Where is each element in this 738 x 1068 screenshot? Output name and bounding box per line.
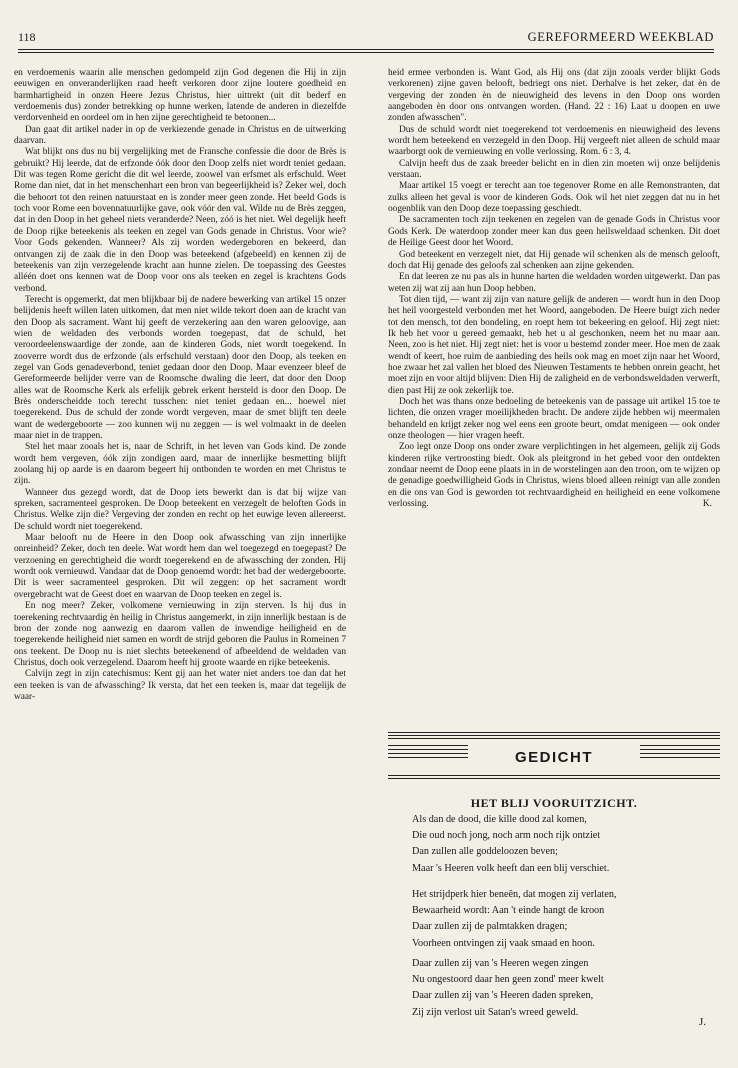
poem-line: Bewaarheid wordt: Aan 't einde hangt de kroon	[412, 905, 605, 917]
article-signature: K.	[702, 499, 712, 510]
journal-title: GEREFORMEERD WEEKBLAD	[527, 30, 714, 44]
poem-line: Voorheen ontvingen zij vaak smaad en hoon.	[412, 937, 595, 949]
paragraph: heid ermee verbonden is. Want God, als Hij ons (dat zijn zooals verder blijkt Gods verkorenen) zijne gaven belooft, bedriegt ons niet. Derhalve is het zeker, dat èn de vergeving der zonden èn de nieuwigheid des levens in den Doop ons worden aangeboden èn door ons ontvangen worden. (Hand. 22 : 16) Laat u doopen en uwe zonden afwasschen".	[388, 68, 720, 124]
right-column	[388, 68, 720, 511]
poem-line: Daar zullen zij van 's Heeren wegen zingen	[412, 958, 589, 969]
left-column	[14, 68, 346, 703]
paragraph: Tot dien tijd, — want zij zijn van nature gelijk de anderen — wordt hun in den Doop het heil voorgesteld verbonden met het Woord, aangeboden. De Heere buigt zich neder tot den mensch, tot den bondeling, en roept hem tot bekeering en geloof. Hij zegt niet: Ik heb het voor u gereed gemaakt, heb het u al geschonken, neem het nu maar aan. Neen, zoo is het niet. Hij zegt niet: het is voor u bestemd zonder meer. Hoe men de zaak wendt of keert, hoe ruim de aanbieding des heils ook mag en moet zijn naar het Woord, hoe zwaar het zal vallen het bloed des Nieuwen Testaments te hebben onrein geacht, het moet zijn en voor altijd blijven: Dien Hij de zaligheid en de verbondsweldaden verwerft, dien past Hij ze ook zekerlijk toe.	[388, 294, 720, 396]
poem-line: Als dan de dood, die kille dood zal komen,	[412, 814, 587, 825]
poem-stanza	[412, 887, 722, 952]
paragraph: Maar belooft nu de Heere in den Doop ook afwassching van zijn innerlijke onreinheid? Zeker, doch ten deele. Wat wordt hem dan wel toegezegd en toegepast? De verzoening en gerechtigheid die wordt toegerekend en de afwassching der zonden. Hij wordt ook vernieuwd. Vandaar dat de Doop genoemd wordt: het bad der wedergeboorte. Dit is weer sacramenteel gesproken. Dit wil zeggen: op het sacrament wordt overgebracht wat de Geest doet en waarvan de Doop teeken en zegel is.	[14, 533, 346, 600]
poem-line: Daar zullen zij de palmtakken dragen;	[412, 921, 568, 933]
paragraph: Doch het was thans onze bedoeling de beteekenis van de passage uit artikel 15 toe te lichten, die onzen vrager moeilijkheden bracht. De andere zijde hebben wij meermalen behandeld en krijgt zeker nog wel eens een groote beurt, omdat menigeen — ook onder onze theologen — hier vragen heeft.	[388, 396, 720, 441]
poem-title: HET BLIJ VOORUITZICHT.	[470, 796, 638, 810]
header-rule-bottom	[18, 52, 714, 53]
paragraph: Dan gaat dit artikel nader in op de verkiezende genade in Christus en de uitwerking daarvan.	[14, 124, 346, 147]
paragraph: Wat blijkt ons dus nu bij vergelijking met de Fransche confessie die door de Brès is gebruikt? Hij leerde, dat de erfzonde óók door den Doop zelfs niet wordt teniet gedaan. Dit was tegen Rome gericht die dit wel leerde, zoowel van erfsmet als erfschuld. Weet Rome dan niet, dat in het menschenhart een bron van begeerlijkheid is? Zeker wel, doch die behoort tot den reinen natuurstaat en is zonder meer geen zonde. Het beeld Gods is toch voor Rome een bovennatuurlijke gave, ook vóór den val. Wilde nu de Brès zeggen, dat in den Doop in het geheel niets veranderde? Neen, zóó is het niet. Wel degelijk heeft de Doop rijke beteekenis als teeken en zegel van Gods genade in Christus. Voor wie? Voor Gods gekenden. Wanneer? Als zij worden wedergeboren en bekeerd, dan ontvangen zij de zaak die in den Doop was beteekend (afgebeeld) en kennen zij de beteekenis van zijn verzegelende kracht aan hunne zielen. De toepassing des Geestes alléén doet ons kennen wat de Doop voor ons als teeken en zegel is krachtens Gods verbond.	[14, 147, 346, 294]
paragraph: Wanneer dus gezegd wordt, dat de Doop iets bewerkt dan is dat bij wijze van spreken, sacramenteel gesproken. De Doop beteekent en verzegelt de beloften Gods in Christus. Welke zijn die? Vergeving der zonden en recht op het euwige leven allereerst. De schuld wordt niet toegerekend.	[14, 487, 346, 532]
poem-line: Het strijdperk hier beneên, dat mogen zij verlaten,	[412, 889, 617, 900]
paragraph: Maar artikel 15 voegt er terecht aan toe tegenover Rome en alle Remonstranten, dat zulks alleen het geval is voor de kinderen Gods. Ook wil het niet zeggen dat nu in het oogenblik van den Doop deze toepassing geschiedt.	[388, 181, 720, 215]
section-divider-bottom	[388, 775, 720, 781]
section-label: GEDICHT	[515, 749, 593, 766]
paragraph: Terecht is opgemerkt, dat men blijkbaar bij de nadere bewerking van artikel 15 onzer belijdenis heeft willen laten uitkomen, dat men niet wilde tekort doen aan de kracht van den Doop als sacrament. Want hij geeft de verzekering aan den waren geloovige, aan wien de weldaden des verbonds worden toegepast, dat de schuld, het veroordeelenswaardige der zonde, aan de kinderen Gods, niet wordt toegekend. In zooverre wordt dus de erfzonde (als erfschuld verstaan) door den Doop, als teeken en zegel van Gods genadeverbond, teniet gedaan door den Doop. Maar evenzeer bleef de Gereformeerde belijder verre van de Roomsche dwaling die leert, dat door den Doop alles wat de Roomsche Kerk als erfelijk gebrek erkent hersteld is door den Doop. De Brès onderscheidde toch terecht tusschen: niet teniet gedaan en... hoewel niet toegerekend. Dus de schuld der zonde wordt vergeven, maar de smet blijft ten deele want de wedergeboorte — zoo kunnen wij nu zeggen — is wel volmaakt in de deelen maar niet in de trappen.	[14, 294, 346, 441]
paragraph: Calvijn zegt in zijn catechismus: Kent gij aan het water niet anders toe dan dat het een teeken is van de afwassching? Ik versta, dat het een teeken is, maar dat tegelijk de waar-	[14, 669, 346, 702]
poem-line: Daar zullen zij van 's Heeren daden spreken,	[412, 990, 594, 1002]
poem-line: Zij zijn verlost uit Satan's wreed geweld.	[412, 1006, 579, 1018]
paragraph: En nog meer? Zeker, volkomene vernieuwing in zijn sterven. Is hij dus in toerekening rechtvaardig èn heilig in Christus aangemerkt, in zijn innerlijk bestaan is de bron der zonde nog aanwezig en daarom vallen de inwendige heiligheid en de toegerekende heiligheid niet samen en wordt de strijd geboren die Paulus in Romeinen 7 ons teekent. De Doop nu is niet slechts beteekenend of afbeeldend de weldaden van Christus, doch ook verzegelend. Daarom heeft hij groote waarde en rijke beteekenis.	[14, 601, 346, 668]
paragraph: Stel het maar zooals het is, naar de Schrift, in het leven van Gods kind. De zonde wordt hem vergeven, óók zijn zondigen aard, maar de innerlijke besmetting blijft zoolang hij op aarde is en daarom begeert hij ontbonden te worden en met Christus te zijn.	[14, 442, 346, 487]
page-number: 118	[18, 30, 36, 44]
section-divider-right	[640, 745, 720, 761]
poem-stanza	[412, 956, 722, 1021]
paragraph: De sacramenten toch zijn teekenen en zegelen van de genade Gods in Christus voor Gods Kerk. De waterdoop zonder meer kan dus geen heilsweldaad schenken. Dit doet de Heilige Geest door het Woord.	[388, 215, 720, 249]
poem-stanza	[412, 812, 722, 877]
poem-signature: J.	[698, 1016, 706, 1028]
paragraph: en verdoemenis waarin alle menschen gedompeld zijn God degenen die Hij in zijn eeuwigen en onveranderlijken raad heeft verkoren door zijne loutere goedheid en barmhartigheid in onzen Heere Jezus Christus, hier uittrekt (uit dit bederf en verdoemenis dus) zonder betrekking op hunne werken, latende de anderen in diezelfde verdorvenheid en oordeel om in hen zijne gerechtigheid te betoonen...	[14, 68, 346, 124]
poem-line: Nu ongestoord daar hen geen zond' meer kwelt	[412, 974, 604, 986]
paragraph: En dat leeren ze nu pas als in hunne harten die weldaden worden uitgewerkt. Dan pas weten zij wat zij aan hun Doop hebben.	[388, 272, 720, 294]
header-rule-top	[18, 49, 714, 50]
poem-line: Dan zullen alle goddeloozen beven;	[412, 846, 558, 858]
paragraph: Dus de schuld wordt niet toegerekend tot verdoemenis en nieuwigheid des levens wordt hem beteekend en verzegeld in den Doop. Hij vergeeft niet alleen de schuld maar waarborgt ook de vernieuwing en volle verlossing. Rom. 6 : 3, 4.	[388, 124, 720, 158]
poem-line: Die oud noch jong, noch arm noch rijk ontziet	[412, 830, 601, 842]
paragraph: God beteekent en verzegelt niet, dat Hij genade wil schenken als de mensch gelooft, doch dat Hij genade des geloofs zal schenken aan zijne gekenden.	[388, 249, 720, 271]
section-divider-top	[388, 732, 720, 741]
paragraph: Calvijn heeft dus de zaak breeder belicht en in dien zin moeten wij onze belijdenis verstaan.	[388, 158, 720, 181]
paragraph: Zoo legt onze Doop ons onder zware verplichtingen in het algemeen, gelijk zij Gods kinderen rijke vertroosting biedt. Ook als pleitgrond in het gebed voor den ontdekten zondaar neemt de Doop eene plaats in in de worstelingen aan den troon, om te wijzen op de genadige goedwilligheid Gods in Christus, wiens bloed alleen reinigt van alle zonden en die ons van God is geworden tot rechtvaardigheid en heiligheid en eene volkomene verlossing.	[388, 442, 720, 510]
poem-line: Maar 's Heeren volk heeft dan een blij verschiet.	[412, 862, 610, 874]
page-header	[18, 30, 714, 46]
